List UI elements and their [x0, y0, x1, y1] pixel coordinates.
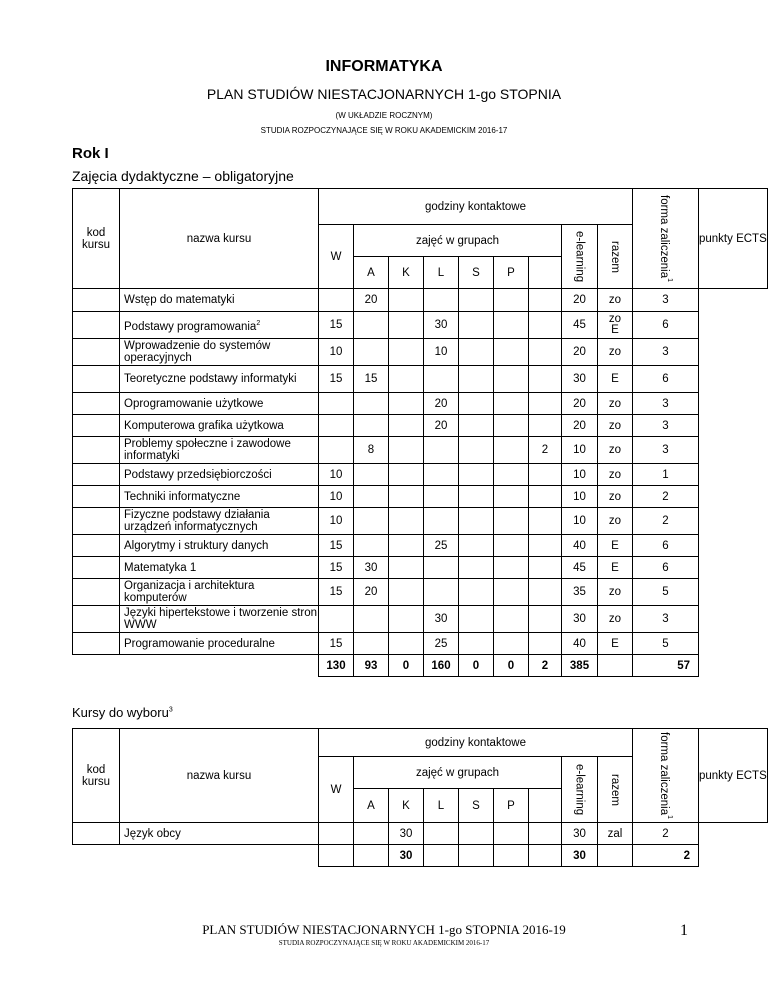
cell-p — [494, 845, 529, 867]
course-code-cell — [73, 579, 120, 606]
table-row — [73, 823, 768, 845]
cell-ects: 5 — [633, 633, 699, 655]
cell-a: 20 — [354, 579, 389, 606]
cell-l: 20 — [424, 393, 459, 415]
table-row — [73, 464, 768, 486]
cell-p — [494, 289, 529, 312]
course-name-cell — [120, 508, 319, 535]
cell-w — [319, 606, 354, 633]
course-code-cell — [73, 606, 120, 633]
cell-a — [354, 339, 389, 366]
cell-e — [529, 508, 562, 535]
course-name-cell — [120, 633, 319, 655]
table-row — [73, 437, 768, 464]
cell-e — [529, 606, 562, 633]
cell-k — [389, 393, 424, 415]
course-name-cell — [120, 464, 319, 486]
cell-razem: 20 — [562, 393, 598, 415]
cell-w: 10 — [319, 339, 354, 366]
cell-forma: zal — [598, 823, 633, 845]
course-name-cell — [120, 823, 319, 845]
cell-p — [494, 823, 529, 845]
cell-forma: zo — [598, 393, 633, 415]
cell-forma: zo — [598, 415, 633, 437]
cell-ects: 3 — [633, 339, 699, 366]
cell-razem: 20 — [562, 289, 598, 312]
cell-forma: E — [598, 557, 633, 579]
cell-l: 10 — [424, 339, 459, 366]
cell-k — [389, 415, 424, 437]
cell-s — [459, 845, 494, 867]
cell-a — [354, 415, 389, 437]
cell-a — [354, 823, 389, 845]
footer-title: PLAN STUDIÓW NIESTACJONARNYCH 1-go STOPNIA 2016-19 — [202, 922, 566, 937]
header-s: S — [459, 257, 494, 289]
header-w: W — [319, 757, 354, 823]
cell-w: 15 — [319, 366, 354, 393]
course-name: Podstawy przedsiębiorczości — [124, 468, 272, 481]
cell-e — [529, 535, 562, 557]
cell-w — [319, 415, 354, 437]
cell-razem: 45 — [562, 557, 598, 579]
cell-a — [354, 535, 389, 557]
cell-ects: 2 — [633, 486, 699, 508]
cell-a — [354, 486, 389, 508]
cell-ects: 3 — [633, 393, 699, 415]
table-row — [73, 366, 768, 393]
cell-forma: zo — [598, 289, 633, 312]
cell-k: 30 — [389, 823, 424, 845]
course-name: Oprogramowanie użytkowe — [124, 397, 264, 410]
cell-s — [459, 823, 494, 845]
table-row — [73, 415, 768, 437]
cell-w — [319, 437, 354, 464]
cell-razem: 10 — [562, 486, 598, 508]
cell-k — [389, 606, 424, 633]
cell-l — [424, 579, 459, 606]
header-zajec: zajęć w grupach — [354, 757, 562, 789]
header-razem: razem — [598, 757, 633, 823]
course-name: Fizyczne podstawy działania urządzeń informatycznych — [124, 509, 270, 533]
course-code-cell — [73, 823, 120, 845]
cell-l — [424, 845, 459, 867]
table-row — [73, 557, 768, 579]
course-code-cell — [73, 437, 120, 464]
cell-ects: 3 — [633, 289, 699, 312]
document-title: INFORMATYKA — [325, 58, 443, 75]
cell-p — [494, 508, 529, 535]
header-ects: punkty ECTS — [699, 189, 768, 289]
header-elearning: e-learning — [562, 225, 598, 289]
course-name: Programowanie proceduralne — [124, 637, 275, 650]
course-name-cell — [120, 606, 319, 633]
course-code-cell — [73, 366, 120, 393]
header-p: P — [494, 789, 529, 823]
cell-a: 20 — [354, 289, 389, 312]
cell-razem: 30 — [562, 606, 598, 633]
cell-k: 0 — [389, 655, 424, 677]
cell-w — [319, 845, 354, 867]
section-obligatory-heading: Zajęcia dydaktyczne – obligatoryjne — [72, 168, 294, 184]
cell-s — [459, 366, 494, 393]
cell-a — [354, 845, 389, 867]
cell-w: 10 — [319, 486, 354, 508]
table-row — [73, 535, 768, 557]
cell-p — [494, 579, 529, 606]
cell-a — [354, 606, 389, 633]
cell-s — [459, 393, 494, 415]
cell-razem: 20 — [562, 339, 598, 366]
table-row — [73, 579, 768, 606]
cell-e — [529, 557, 562, 579]
cell-w — [319, 393, 354, 415]
cell-s: 0 — [459, 655, 494, 677]
course-code-cell — [73, 655, 120, 677]
cell-s — [459, 606, 494, 633]
cell-k — [389, 508, 424, 535]
cell-razem: 30 — [562, 845, 598, 867]
course-name: Organizacja i architektura komputerów — [124, 580, 255, 604]
cell-forma — [598, 655, 633, 677]
cell-p — [494, 366, 529, 393]
cell-a: 15 — [354, 366, 389, 393]
cell-s — [459, 557, 494, 579]
cell-ects: 3 — [633, 606, 699, 633]
cell-w — [319, 823, 354, 845]
cell-ects: 6 — [633, 312, 699, 339]
cell-s — [459, 437, 494, 464]
cell-k — [389, 633, 424, 655]
cell-e — [529, 312, 562, 339]
cell-ects: 2 — [633, 508, 699, 535]
cell-s — [459, 415, 494, 437]
cell-s — [459, 339, 494, 366]
cell-forma — [598, 845, 633, 867]
cell-ects: 2 — [633, 845, 699, 867]
cell-k — [389, 557, 424, 579]
cell-l: 20 — [424, 415, 459, 437]
cell-ects: 6 — [633, 535, 699, 557]
cell-e — [529, 486, 562, 508]
cell-e — [529, 579, 562, 606]
start-year-note: STUDIA ROZPOCZYNAJĄCE SIĘ W ROKU AKADEMICKIM 2016-17 — [260, 126, 508, 135]
cell-k — [389, 289, 424, 312]
cell-razem: 40 — [562, 633, 598, 655]
footer-subtitle: STUDIA ROZPOCZYNAJĄCE SIĘ W ROKU AKADEMICKIM 2016-17 — [278, 939, 490, 947]
cell-p — [494, 415, 529, 437]
cell-p — [494, 486, 529, 508]
cell-a — [354, 508, 389, 535]
course-code-cell — [73, 393, 120, 415]
cell-s — [459, 312, 494, 339]
course-name: Komputerowa grafika użytkowa — [124, 419, 284, 432]
cell-k — [389, 535, 424, 557]
cell-l — [424, 366, 459, 393]
header-nazwa: nazwa kursu — [120, 189, 319, 289]
course-name-cell — [120, 393, 319, 415]
header-s: S — [459, 789, 494, 823]
header-ects: punkty ECTS — [699, 729, 768, 823]
cell-k — [389, 464, 424, 486]
cell-a — [354, 464, 389, 486]
course-code-cell — [73, 486, 120, 508]
cell-l: 160 — [424, 655, 459, 677]
elective-courses-table — [72, 728, 768, 867]
cell-k — [389, 437, 424, 464]
course-code-cell — [73, 415, 120, 437]
table-body — [73, 289, 768, 677]
cell-l: 25 — [424, 535, 459, 557]
course-name-cell — [120, 845, 319, 867]
cell-razem: 30 — [562, 823, 598, 845]
course-name: Algorytmy i struktury danych — [124, 539, 269, 552]
cell-w: 130 — [319, 655, 354, 677]
cell-w — [319, 289, 354, 312]
cell-l: 30 — [424, 312, 459, 339]
course-name-cell — [120, 579, 319, 606]
cell-l — [424, 437, 459, 464]
table-row — [73, 339, 768, 366]
cell-l: 30 — [424, 606, 459, 633]
cell-a — [354, 393, 389, 415]
cell-a: 8 — [354, 437, 389, 464]
cell-p — [494, 464, 529, 486]
cell-a: 30 — [354, 557, 389, 579]
cell-e — [529, 393, 562, 415]
cell-p — [494, 535, 529, 557]
cell-k — [389, 339, 424, 366]
course-name-cell — [120, 486, 319, 508]
cell-forma: zo — [598, 579, 633, 606]
cell-forma: zo — [598, 437, 633, 464]
obligatory-courses-table — [72, 188, 768, 677]
table-row — [73, 606, 768, 633]
course-code-cell — [73, 464, 120, 486]
course-code-cell — [73, 508, 120, 535]
course-name-cell — [120, 339, 319, 366]
cell-a: 93 — [354, 655, 389, 677]
course-code-cell — [73, 339, 120, 366]
course-name-cell — [120, 655, 319, 677]
cell-l — [424, 289, 459, 312]
cell-e — [529, 415, 562, 437]
header-nazwa: nazwa kursu — [120, 729, 319, 823]
cell-k — [389, 579, 424, 606]
cell-razem: 10 — [562, 464, 598, 486]
cell-w: 10 — [319, 464, 354, 486]
header-zajec: zajęć w grupach — [354, 225, 562, 257]
cell-ects: 6 — [633, 557, 699, 579]
cell-razem: 20 — [562, 415, 598, 437]
cell-ects: 2 — [633, 823, 699, 845]
header-a: A — [354, 257, 389, 289]
header-k: K — [389, 257, 424, 289]
header-k: K — [389, 789, 424, 823]
cell-w: 15 — [319, 579, 354, 606]
header-godziny: godziny kontaktowe — [319, 189, 633, 225]
course-code-cell — [73, 535, 120, 557]
cell-e — [529, 633, 562, 655]
cell-e — [529, 823, 562, 845]
header-a: A — [354, 789, 389, 823]
cell-l — [424, 823, 459, 845]
header-kod: kod kursu — [73, 189, 120, 289]
course-code-cell — [73, 557, 120, 579]
cell-e: 2 — [529, 655, 562, 677]
header-elearning: e-learning — [562, 757, 598, 823]
cell-forma: zo E — [598, 312, 633, 339]
header-forma: forma zaliczenia$^1$ — [633, 189, 699, 289]
section-elective-heading: Kursy do wyboru$^3$ — [72, 705, 173, 720]
table-row — [73, 508, 768, 535]
cell-w: 15 — [319, 633, 354, 655]
cell-e — [529, 464, 562, 486]
course-name: Problemy społeczne i zawodowe informatyki — [124, 438, 291, 462]
page-number: 1 — [680, 922, 688, 939]
cell-l: 25 — [424, 633, 459, 655]
cell-razem: 35 — [562, 579, 598, 606]
header-forma: forma zaliczenia$^1$ — [633, 729, 699, 823]
course-name-cell — [120, 535, 319, 557]
course-name: Język obcy — [124, 827, 181, 840]
course-name: Języki hipertekstowe i tworzenie stron WWW — [124, 607, 318, 631]
cell-p — [494, 393, 529, 415]
cell-forma: zo — [598, 606, 633, 633]
cell-s — [459, 579, 494, 606]
cell-p — [494, 339, 529, 366]
footnote-mark: 2 — [256, 319, 261, 327]
cell-w: 15 — [319, 535, 354, 557]
cell-w: 10 — [319, 508, 354, 535]
cell-forma: zo — [598, 508, 633, 535]
cell-k — [389, 366, 424, 393]
cell-razem: 40 — [562, 535, 598, 557]
cell-s — [459, 289, 494, 312]
cell-ects: 57 — [633, 655, 699, 677]
cell-k — [389, 486, 424, 508]
cell-forma: E — [598, 633, 633, 655]
course-code-cell — [73, 633, 120, 655]
layout-note: (W UKŁADZIE ROCZNYM) — [335, 111, 433, 120]
cell-k — [389, 312, 424, 339]
header-p: P — [494, 257, 529, 289]
cell-s — [459, 633, 494, 655]
table-header — [73, 729, 768, 823]
cell-a — [354, 312, 389, 339]
cell-s — [459, 535, 494, 557]
course-name: Wstęp do matematyki — [124, 294, 235, 306]
table-row — [73, 289, 768, 312]
course-name-cell — [120, 366, 319, 393]
header-kod: kod kursu — [73, 729, 120, 823]
totals-row — [73, 655, 768, 677]
cell-forma: zo — [598, 339, 633, 366]
cell-w: 15 — [319, 312, 354, 339]
course-name-cell — [120, 289, 319, 312]
table-row — [73, 633, 768, 655]
header-w: W — [319, 225, 354, 289]
table-row — [73, 486, 768, 508]
cell-w: 15 — [319, 557, 354, 579]
cell-s — [459, 508, 494, 535]
course-name-cell — [120, 437, 319, 464]
cell-e — [529, 339, 562, 366]
document-subtitle: PLAN STUDIÓW NIESTACJONARNYCH 1-go STOPNIA — [206, 86, 562, 102]
cell-e — [529, 845, 562, 867]
cell-e: 2 — [529, 437, 562, 464]
course-name: Podstawy programowania — [124, 320, 257, 333]
year-heading: Rok I — [72, 145, 109, 162]
cell-s — [459, 464, 494, 486]
totals-row — [73, 845, 768, 867]
course-code-cell — [73, 845, 120, 867]
cell-ects: 3 — [633, 437, 699, 464]
cell-p — [494, 633, 529, 655]
table-body — [73, 823, 768, 867]
cell-forma: E — [598, 366, 633, 393]
course-name-cell — [120, 557, 319, 579]
cell-ects: 1 — [633, 464, 699, 486]
cell-ects: 3 — [633, 415, 699, 437]
cell-ects: 5 — [633, 579, 699, 606]
cell-p — [494, 312, 529, 339]
header-razem: razem — [598, 225, 633, 289]
cell-forma: zo — [598, 486, 633, 508]
course-name: Teoretyczne podstawy informatyki — [124, 373, 297, 385]
cell-l — [424, 557, 459, 579]
table-row — [73, 312, 768, 339]
cell-p — [494, 557, 529, 579]
cell-ects: 6 — [633, 366, 699, 393]
course-name-cell — [120, 415, 319, 437]
header-l: L — [424, 257, 459, 289]
cell-e — [529, 366, 562, 393]
course-name: Techniki informatyczne — [124, 490, 241, 503]
cell-razem: 10 — [562, 437, 598, 464]
cell-razem: 30 — [562, 366, 598, 393]
cell-forma: zo — [598, 464, 633, 486]
cell-l — [424, 508, 459, 535]
cell-razem: 45 — [562, 312, 598, 339]
course-name: Matematyka 1 — [124, 561, 197, 574]
cell-p — [494, 437, 529, 464]
header-godziny: godziny kontaktowe — [319, 729, 633, 757]
cell-razem: 385 — [562, 655, 598, 677]
cell-a — [354, 633, 389, 655]
cell-p: 0 — [494, 655, 529, 677]
cell-razem: 10 — [562, 508, 598, 535]
course-code-cell — [73, 289, 120, 312]
cell-l — [424, 464, 459, 486]
header-l: L — [424, 789, 459, 823]
cell-s — [459, 486, 494, 508]
cell-l — [424, 486, 459, 508]
table-header — [73, 189, 768, 289]
course-name: Wprowadzenie do systemów operacyjnych — [124, 340, 271, 364]
course-code-cell — [73, 312, 120, 339]
cell-p — [494, 606, 529, 633]
cell-k: 30 — [389, 845, 424, 867]
table-row — [73, 393, 768, 415]
cell-e — [529, 289, 562, 312]
cell-forma: E — [598, 535, 633, 557]
course-name-cell — [120, 312, 319, 339]
